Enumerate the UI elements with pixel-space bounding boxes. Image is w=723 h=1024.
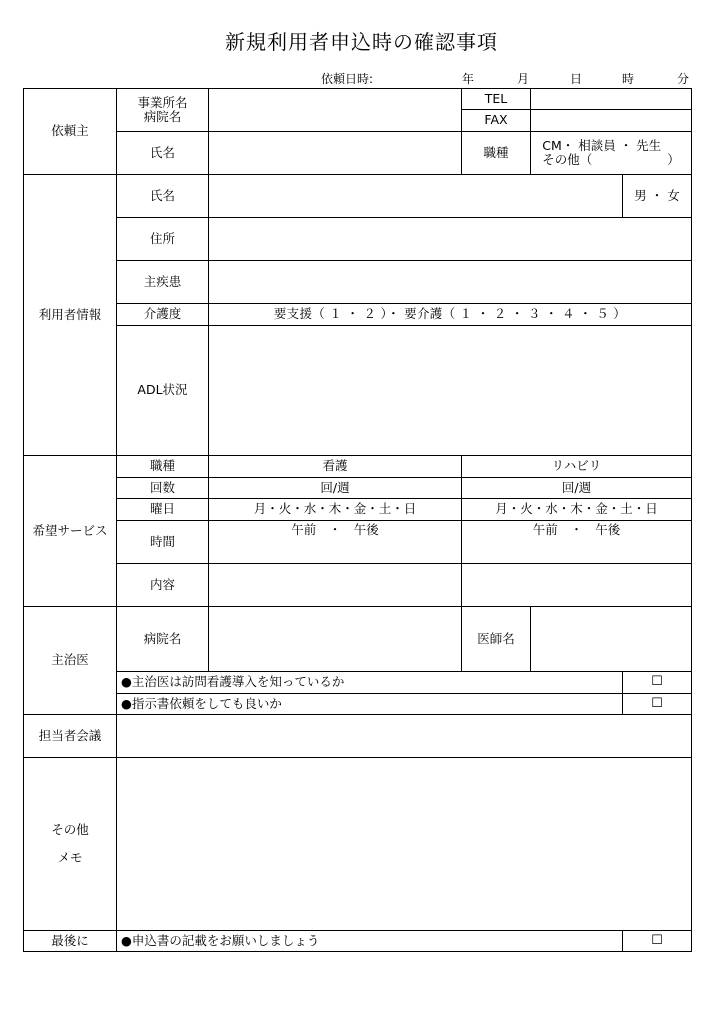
content-label: 内容 <box>116 563 209 607</box>
last-checkbox[interactable]: ☐ <box>622 930 692 952</box>
disease-field[interactable] <box>208 260 692 304</box>
gender-choice[interactable]: 男 ・ 女 <box>622 174 692 218</box>
rehab-content-field[interactable] <box>461 563 692 607</box>
rehab-weekday-choice[interactable]: 月・火・水・木・金・土・日 <box>461 498 692 521</box>
day-unit: 日 <box>570 72 583 86</box>
requester-name-field[interactable] <box>208 131 462 175</box>
time-label: 時間 <box>116 520 209 564</box>
meeting-field[interactable] <box>116 714 692 758</box>
meeting-section-label: 担当者会議 <box>23 714 117 758</box>
user-name-label: 氏名 <box>116 174 209 218</box>
job-options-line2: その他（ ） <box>542 152 680 167</box>
weekday-label: 曜日 <box>116 498 209 521</box>
hour-unit: 時 <box>622 72 635 86</box>
doctor-check2-text: ●指示書依頼をしても良いか <box>116 693 623 715</box>
job-options-line1: CM・ 相談員 ・ 先生 <box>542 137 662 153</box>
disease-label: 主疾患 <box>116 260 209 304</box>
page-title: 新規利用者申込時の確認事項 <box>225 30 498 54</box>
year-unit: 年 <box>462 72 475 86</box>
doctor-check2-checkbox[interactable]: ☐ <box>622 693 692 715</box>
doctor-name-label: 医師名 <box>461 606 531 672</box>
other-label: その他 <box>51 821 89 837</box>
office-name-field[interactable] <box>208 88 462 132</box>
user-info-section-label: 利用者情報 <box>23 174 117 456</box>
care-level-choice[interactable]: 要支援（ １ ・ ２ ）・ 要介護（ １ ・ ２ ・ ３ ・ ４ ・ ５ ） <box>208 303 692 326</box>
adl-field[interactable] <box>208 325 692 456</box>
doctor-check1-text: ●主治医は訪問看護導入を知っているか <box>116 671 623 694</box>
fax-label: FAX <box>461 109 531 132</box>
adl-label: ADL状況 <box>116 325 209 456</box>
rehab-times-field[interactable]: 回/週 <box>461 477 692 499</box>
rehab-time-choice[interactable]: 午前 ・ 午後 <box>461 520 692 564</box>
request-datetime-label: 依頼日時: <box>321 72 374 86</box>
month-unit: 月 <box>517 72 530 86</box>
service-section-label: 希望サービス <box>23 455 117 607</box>
last-section-label: 最後に <box>23 930 117 952</box>
requester-name-label: 氏名 <box>116 131 209 175</box>
rehab-header: リハビリ <box>461 455 692 478</box>
nursing-content-field[interactable] <box>208 563 462 607</box>
doctor-hospital-label: 病院名 <box>116 606 209 672</box>
user-name-field[interactable] <box>208 174 623 218</box>
address-field[interactable] <box>208 217 692 261</box>
memo-label: メモ <box>57 850 83 865</box>
nursing-header: 看護 <box>208 455 462 478</box>
tel-label: TEL <box>461 88 531 110</box>
doctor-name-field[interactable] <box>530 606 692 672</box>
nursing-weekday-choice[interactable]: 月・火・水・木・金・土・日 <box>208 498 462 521</box>
request-datetime-row <box>0 70 723 86</box>
nursing-time-choice[interactable]: 午前 ・ 午後 <box>208 520 462 564</box>
tel-field[interactable] <box>530 88 692 110</box>
requester-section-label: 依頼主 <box>23 88 117 175</box>
other-section-label <box>23 757 117 931</box>
nursing-times-field[interactable]: 回/週 <box>208 477 462 499</box>
last-note-text: ●申込書の記載をお願いしましょう <box>116 930 623 952</box>
job-label: 職種 <box>461 131 531 175</box>
doctor-check1-checkbox[interactable]: ☐ <box>622 671 692 694</box>
care-level-label: 介護度 <box>116 303 209 326</box>
fax-field[interactable] <box>530 109 692 132</box>
office-label-line2: 病院名 <box>143 109 182 124</box>
service-job-label: 職種 <box>116 455 209 478</box>
office-label-line1: 事業所名 <box>137 94 188 110</box>
doctor-section-label: 主治医 <box>23 606 117 715</box>
address-label: 住所 <box>116 217 209 261</box>
job-options[interactable] <box>530 131 692 175</box>
office-label <box>116 88 209 132</box>
times-label: 回数 <box>116 477 209 499</box>
minute-unit: 分 <box>677 72 690 86</box>
doctor-hospital-field[interactable] <box>208 606 462 672</box>
memo-field[interactable] <box>116 757 692 931</box>
